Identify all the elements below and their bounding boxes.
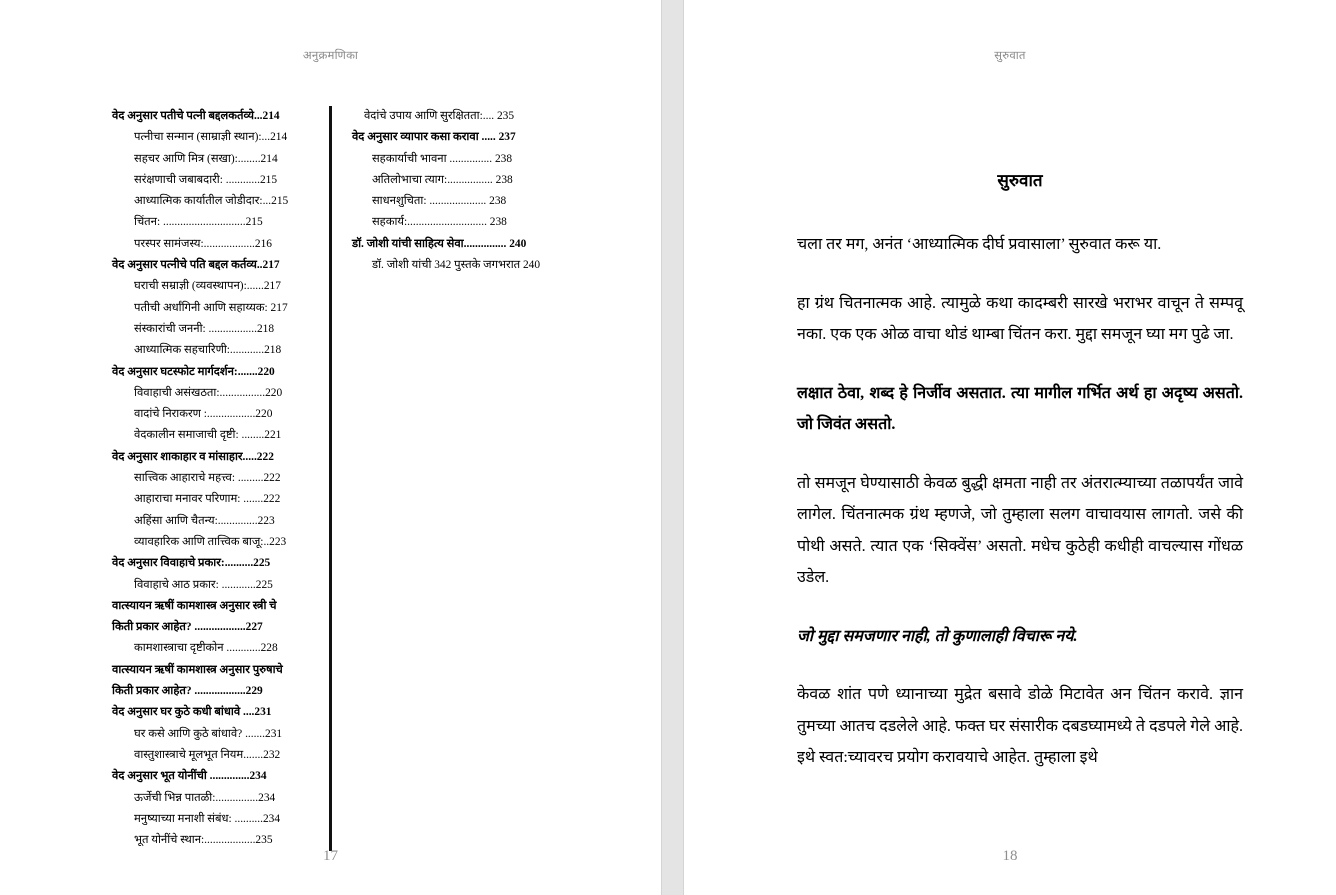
toc-entry[interactable]: पतीची अर्धांगिनी आणि सहाय्यक: 217: [134, 301, 288, 314]
toc-entry[interactable]: सहकार्य:............................ 238: [371, 216, 507, 229]
toc-entry[interactable]: वादांचे निराकरण :.................220: [134, 408, 273, 421]
toc-entry[interactable]: वास्तुशास्त्राचे मूलभूत नियम.......232: [134, 748, 281, 761]
toc-entry[interactable]: घराची सम्राज्ञी (व्यवस्थापन):......217: [134, 280, 281, 293]
toc-entry[interactable]: वेद अनुसार भूत योनींची ..............234: [112, 770, 267, 783]
toc-entry[interactable]: वेद अनुसार पत्नीचे पति बद्दल कर्तव्य..217: [112, 259, 280, 272]
toc-entry[interactable]: आध्यात्मिक कार्यातील जोडीदार:...215: [134, 195, 289, 208]
toc-entry[interactable]: व्यावहारिक आणि तात्त्विक बाजू:..223: [134, 535, 287, 548]
toc-entry[interactable]: वेद अनुसार शाकाहार व मांसाहार.....222: [112, 450, 274, 463]
chapter-paragraphs: [797, 229, 1243, 774]
body-paragraph: लक्षात ठेवा, शब्द हे निर्जीव असतात. त्या मागील गर्भित अर्थ हा अदृष्य असतो. जो जिवंत असतो.: [797, 384, 1243, 433]
toc-entry[interactable]: अतिलोभाचा त्याग:................ 238: [371, 173, 513, 186]
toc-entry[interactable]: साधनशुचिता: .................... 238: [371, 195, 507, 208]
toc-entry[interactable]: परस्पर सामंजस्य:..................216: [134, 237, 272, 250]
toc-entry[interactable]: घर कसे आणि कुठे बांधावे? .......231: [134, 727, 283, 740]
toc-entry[interactable]: वेद अनुसार घर कुठे कधी बांधावे ....231: [112, 706, 272, 719]
toc-entry[interactable]: वेद अनुसार व्यापार कसा करावा ..... 237: [351, 131, 516, 144]
toc-entry[interactable]: किती प्रकार आहेत? ..................227: [112, 621, 263, 634]
chapter-body: [797, 168, 1243, 774]
toc-entry[interactable]: संस्कारांची जननी: .................218: [134, 322, 275, 335]
page-right: [684, 0, 1336, 895]
body-paragraph: चला तर मग, अनंत ‘आध्यात्मिक दीर्घ प्रवासाला’ सुरुवात करू या.: [797, 236, 1162, 253]
toc-entry[interactable]: डॉ. जोशी यांची साहित्य सेवा............... 240: [351, 237, 527, 250]
toc-entry[interactable]: वेदांचे उपाय आणि सुरक्षितता:.... 235: [363, 110, 515, 122]
toc-entry[interactable]: भूत योनींचे स्थान:..................235: [134, 834, 273, 847]
toc-entry[interactable]: सात्त्विक आहाराचे महत्त्व: .........222: [134, 472, 281, 485]
toc-entry[interactable]: वेदकालीन समाजाची दृष्टी: ........221: [134, 429, 282, 442]
toc-entry[interactable]: मनुष्याच्या मनाशी संबंध: ..........234: [134, 812, 281, 825]
page-gutter: [661, 0, 684, 895]
toc-entry[interactable]: विवाहाची असंखठता:................220: [134, 386, 283, 399]
toc-entry[interactable]: विवाहाचे आठ प्रकार: ............225: [134, 578, 273, 591]
chapter-title: सुरुवात: [997, 171, 1043, 190]
body-paragraph: जो मुद्दा समजणार नाही, तो कुणालाही विचारू नये.: [797, 627, 1078, 645]
body-paragraph: हा ग्रंथ चितनात्मक आहे. त्यामुळे कथा कादम्बरी सारखे भराभर वाचून ते सम्पवू नका. एक एक ओळ वाचा थोडं थाम्बा चिंतन करा. मुद्दा समजून घ्या मग पुढे जा.: [797, 294, 1243, 343]
toc-column-1: [112, 106, 327, 851]
toc-entry[interactable]: चिंतन: .............................215: [134, 216, 263, 229]
toc-entry[interactable]: वात्स्यायन ऋषीं कामशास्त्र अनुसार स्त्री चे: [112, 599, 277, 612]
toc-entry[interactable]: ऊर्जेची भिन्न पातळी:...............234: [134, 791, 276, 804]
toc-entry[interactable]: वेद अनुसार पतीचे पत्नी बद्दलकर्तव्ये...214: [112, 110, 280, 122]
toc-entry[interactable]: पत्नीचा सन्मान (साम्राज्ञी स्थान):...214: [134, 131, 288, 144]
table-of-contents: [112, 106, 552, 851]
running-head-right: सुरुवात: [994, 50, 1026, 62]
toc-entry[interactable]: वेद अनुसार विवाहाचे प्रकार:..........225: [112, 557, 271, 570]
toc-entry[interactable]: डॉ. जोशी यांची 342 पुस्तके जगभरात 240: [371, 259, 541, 272]
page-number-right: 18: [1002, 848, 1018, 864]
toc-entry[interactable]: अहिंसा आणि चैतन्य:..............223: [134, 514, 275, 527]
toc-entry[interactable]: सरंक्षणाची जबाबदारी: ............215: [134, 173, 278, 186]
toc-entry[interactable]: किती प्रकार आहेत? ..................229: [112, 685, 263, 698]
toc-entry[interactable]: आध्यात्मिक सहचारिणी:............218: [134, 344, 282, 357]
body-paragraph: केवळ शांत पणे ध्यानाच्या मुद्रेत बसावे डोळे मिटावेत अन चिंतन करावे. ज्ञान तुमच्या आतच दडलेले आहे. फक्त घर संसारीक दबडघ्यामध्ये ते दडपले गेले आहे. इथे स्वत:च्यावरच प्रयोग करावयाचे आहेत. तुम्हाला इथे: [797, 686, 1243, 766]
running-head-left: अनुक्रमणिका: [302, 50, 359, 62]
page-number-left: 17: [323, 848, 338, 864]
body-paragraph: तो समजून घेण्यासाठी केवळ बुद्धी क्षमता नाही तर अंतरात्म्याच्या तळापर्यंत जावे लागेल. चिंतनात्मक ग्रंथ म्हणजे, जो तुम्हाला सलग वाचावयास लागतो. जसे की पोथी असते. त्यात एक ‘सिक्वेंस’ असतो. मधेच कुठेही कधीही वाचल्यास गोंधळ उडेल.: [797, 474, 1243, 586]
toc-column-divider: [329, 106, 332, 851]
toc-entry[interactable]: सहचर आणि मित्र (सखा):........214: [134, 152, 278, 165]
toc-entry[interactable]: आहाराचा मनावर परिणाम: .......222: [134, 493, 281, 506]
toc-entry[interactable]: कामशास्त्राचा दृष्टीकोन ............228: [134, 642, 278, 655]
toc-column-2: [346, 106, 552, 851]
toc-entry[interactable]: वात्स्यायन ऋषीं कामशास्त्र अनुसार पुरुषाचे: [112, 663, 283, 676]
toc-entry[interactable]: वेद अनुसार घटस्फोट मार्गदर्शन:.......220: [112, 365, 275, 378]
toc-entry[interactable]: सहकार्याची भावना ............... 238: [371, 152, 513, 165]
page-left: [0, 0, 661, 895]
